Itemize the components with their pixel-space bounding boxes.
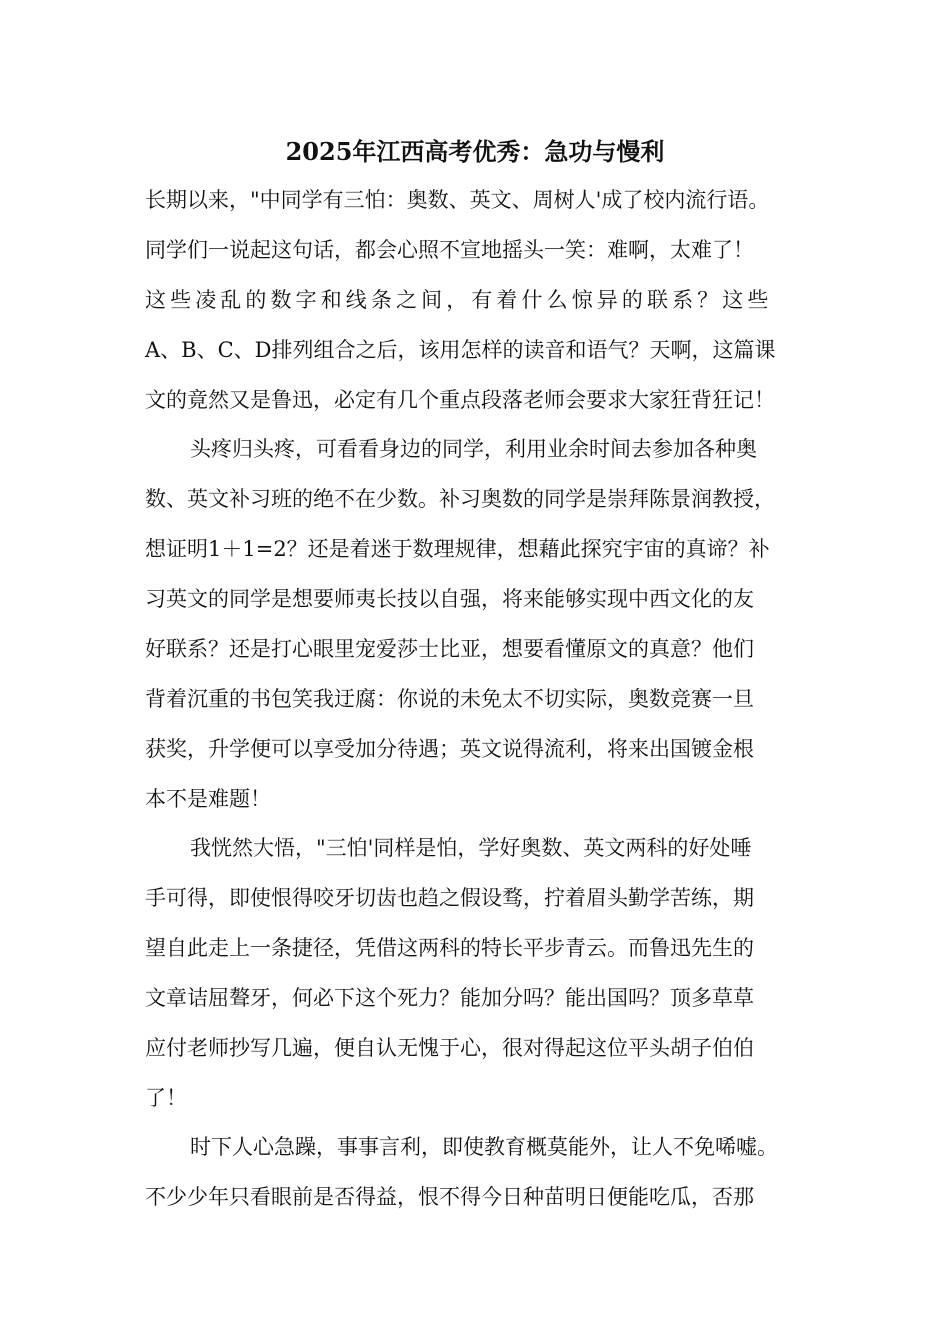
text-line-9: 习英文的同学是想要师夷长技以自强，将来能够实现中西文化的友 [145,587,754,611]
text-line-13: 本不是难题！ [145,787,271,811]
text-line-21: 不少少年只看眼前是否得益，恨不得今日种苗明日便能吃瓜，否那 [145,1185,754,1209]
text-line-7: 数、英文补习班的绝不在少数。补习奥数的同学是崇拜陈景润教授， [145,487,775,511]
text-line-14: 我恍然大悟，"三怕'同样是怕，学好奥数、英文两科的好处唾 [190,836,752,860]
text-line-10: 好联系？还是打心眼里宠爱莎士比亚，想要看懂原文的真意？他们 [145,637,754,661]
text-line-12: 获奖，升学便可以享受加分待遇；英文说得流利，将来出国镀金根 [145,737,754,761]
text-line-8: 想证明1＋1=2？还是着迷于数理规律，想藉此探究宇宙的真谛？补 [145,537,770,561]
text-line-5: 文的竟然又是鲁迅，必定有几个重点段落老师会要求大家狂背狂记！ [145,388,775,412]
text-line-19: 了！ [145,1086,187,1110]
text-line-20: 时下人心急躁，事事言利，即使教育概莫能外，让人不免唏嘘。 [190,1135,778,1159]
document-title: 2025年江西高考优秀：急功与慢利 [285,137,665,166]
text-line-3: 这些凌乱的数字和线条之间，有着什么惊异的联系？这些 [145,288,773,312]
text-line-18: 应付老师抄写几遍，便自认无愧于心，很对得起这位平头胡子伯伯 [145,1036,754,1060]
text-line-15: 手可得，即使恨得咬牙切齿也趋之假设骛，拧着眉头勤学苦练，期 [145,886,754,910]
text-line-4: A、B、C、D排列组合之后，该用怎样的读音和语气？天啊，这篇课 [145,338,776,362]
text-line-6: 头疼归头疼，可看看身边的同学，利用业余时间去参加各种奥 [190,437,757,461]
text-line-17: 文章诘屈聱牙，何必下这个死力？能加分吗？能出国吗？顶多草草 [145,986,754,1010]
text-line-2: 同学们一说起这句话，都会心照不宣地摇头一笑：难啊，太难了！ [145,238,754,262]
text-line-16: 望自此走上一条捷径，凭借这两科的特长平步青云。而鲁迅先生的 [145,936,754,960]
text-line-1: 长期以来，"中同学有三怕：奥数、英文、周树人'成了校内流行语。 [145,188,770,212]
text-line-11: 背着沉重的书包笑我迂腐：你说的未免太不切实际，奥数竞赛一旦 [145,687,754,711]
